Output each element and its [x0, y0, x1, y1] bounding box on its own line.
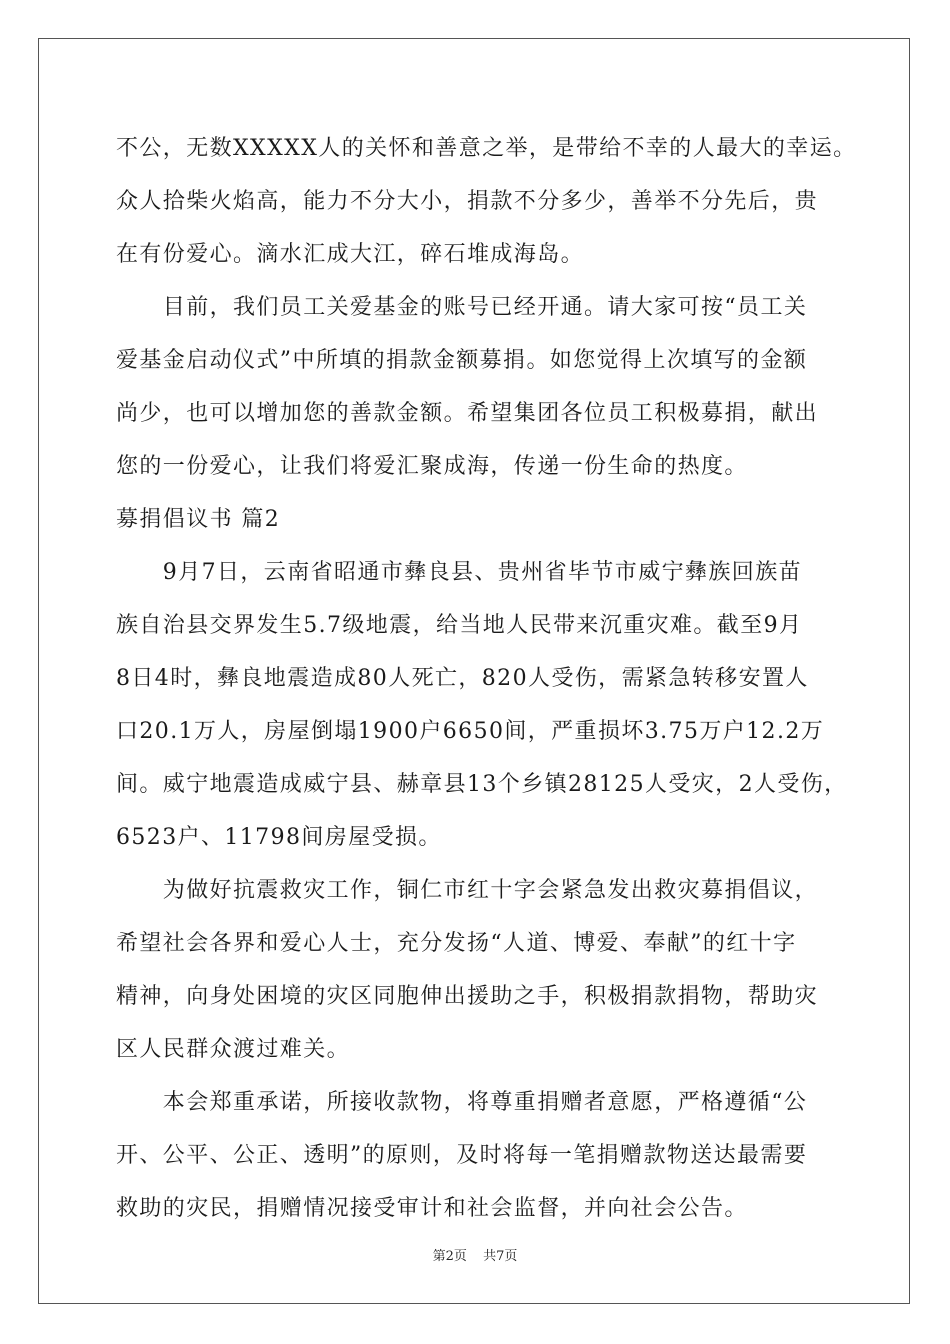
text-line: 口20.1万人，房屋倒塌1900户6650间，严重损坏3.75万户12.2万 [116, 719, 825, 744]
text-line: 区人民群众渡过难关。 [116, 1037, 351, 1062]
text-line: 尚少，也可以增加您的善款金额。希望集团各位员工积极募捐，献出 [116, 401, 819, 426]
text-line: 开、公平、公正、透明”的原则，及时将每一笔捐赠款物送达最需要 [116, 1143, 808, 1168]
text-line: 不公，无数XXXXX人的关怀和善意之举，是带给不幸的人最大的幸运。 [116, 136, 857, 161]
text-line: 精神，向身处困境的灾区同胞伸出援助之手，积极捐款捐物，帮助灾 [116, 984, 819, 1009]
text-line: 在有份爱心。滴水汇成大江，碎石堆成海岛。 [116, 242, 585, 267]
text-line: 本会郑重承诺，所接收款物，将尊重捐赠者意愿，严格遵循“公 [116, 1090, 808, 1115]
text-line: 爱基金启动仪式”中所填的捐款金额募捐。如您觉得上次填写的金额 [116, 348, 808, 373]
text-line: 救助的灾民，捐赠情况接受审计和社会监督，并向社会公告。 [116, 1196, 748, 1221]
page-total: 共7页 [483, 1249, 518, 1264]
page-footer [0, 1245, 950, 1264]
text-line: 目前，我们员工关爱基金的账号已经开通。请大家可按“员工关 [116, 295, 808, 320]
text-line: 众人拾柴火焰高，能力不分大小，捐款不分多少，善举不分先后，贵 [116, 189, 819, 214]
section-heading: 募捐倡议书 篇2 [116, 507, 281, 532]
text-line: 为做好抗震救灾工作，铜仁市红十字会紧急发出救灾募捐倡议， [116, 878, 819, 903]
text-line: 8日4时，彝良地震造成80人死亡，820人受伤，需紧急转移安置人 [116, 666, 809, 691]
text-line: 6523户、11798间房屋受损。 [116, 825, 442, 850]
text-line: 您的一份爱心，让我们将爱汇聚成海，传递一份生命的热度。 [116, 454, 748, 479]
text-line: 间。威宁地震造成威宁县、赫章县13个乡镇28125人受灾，2人受伤， [116, 772, 848, 797]
page-number: 第2页 [432, 1249, 467, 1264]
document-body [116, 122, 857, 1235]
text-line: 希望社会各界和爱心人士，充分发扬“人道、博爱、奉献”的红十字 [116, 931, 797, 956]
text-line: 9月7日，云南省昭通市彝良县、贵州省毕节市威宁彝族回族苗 [116, 560, 802, 585]
text-line: 族自治县交界发生5.7级地震，给当地人民带来沉重灾难。截至9月 [116, 613, 803, 638]
